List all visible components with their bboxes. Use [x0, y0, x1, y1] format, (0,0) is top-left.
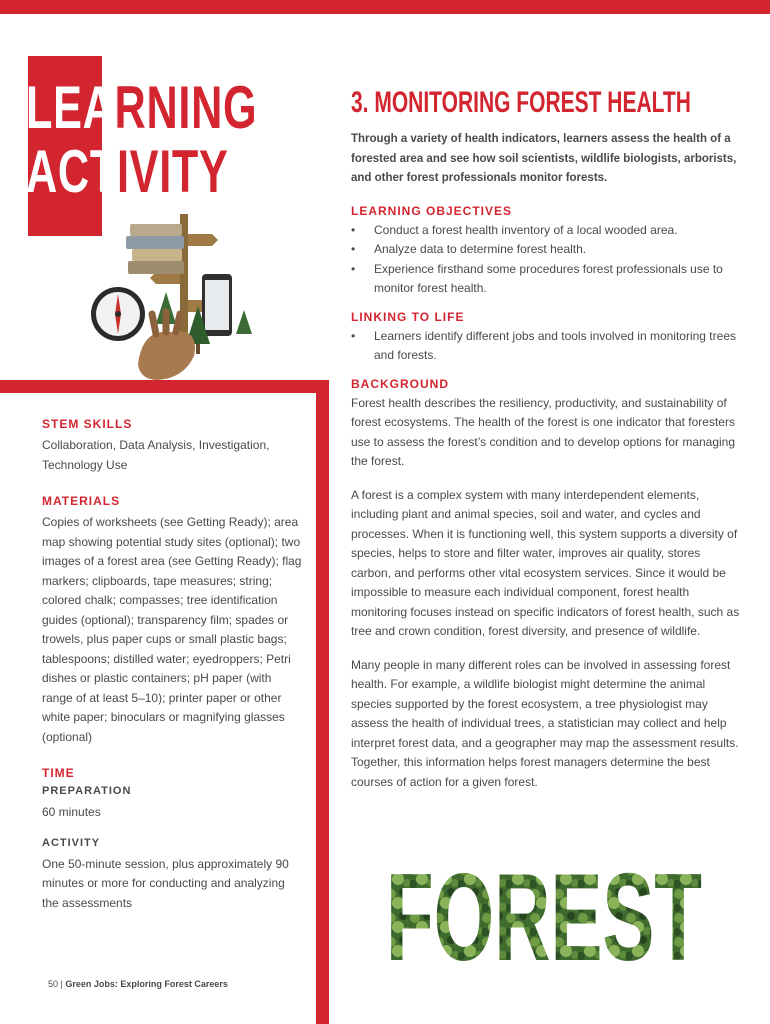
preparation-heading: PREPARATION: [42, 785, 132, 797]
activity-label-line1-rest: RNING: [114, 74, 258, 141]
tools-illustration: [86, 214, 336, 384]
activity-label-line2-lead: ACT: [26, 138, 117, 205]
background-paragraph: Many people in many different roles can be involved in assessing forest health. For example, a wildlife biologist might determine the animal species supported by the forest ecosystem, a tree physiologist may assess the health of individual trees, a statistician may collect and help interpret forest data, and a geographer may map the assessment results. Together, this information helps forest managers determine the best courses of action for a given forest.: [351, 657, 739, 789]
top-accent-bar: [0, 0, 770, 14]
stem-skills-text: Collaboration, Data Analysis, Investigation, Technology Use: [42, 438, 270, 472]
page-title: 3. MONITORING FOREST HEALTH: [351, 86, 691, 119]
sidebar-right-bar: [316, 380, 329, 1024]
forest-word-graphic: [386, 864, 702, 964]
page-number: 50: [48, 979, 59, 989]
stem-skills-section: [42, 416, 304, 475]
preparation-text: 60 minutes: [42, 805, 101, 819]
activity-label-line1-lead: LEA: [26, 74, 115, 141]
time-heading: TIME: [42, 766, 75, 780]
footer-separator: |: [60, 979, 63, 989]
activity-label-line2-rest: IVITY: [116, 138, 229, 205]
list-item: • Analyze data to determine forest health.: [351, 240, 743, 260]
materials-text: Copies of worksheets (see Getting Ready); area map showing potential study sites (optional); two images of a forest area (see Getting Ready); flag markers; clipboards, tape measures; string; colored chalk; compasses; tree identification guides (optional); transparency film; spades or trowels, plus paper cups or small plastic bags; tablespoons; distilled water; eyedroppers; Petri dishes or plastic containers; pH paper (with range of at least 5–10); printer paper or other white paper; binoculars or magnifying glasses (optional): [42, 515, 302, 744]
main-column: [351, 86, 743, 806]
objectives-list: [351, 221, 743, 299]
tablet-icon: [202, 274, 232, 336]
stem-skills-heading: STEM SKILLS: [42, 417, 133, 431]
activity-heading: ACTIVITY: [42, 836, 101, 849]
list-item: • Experience firsthand some procedures forest professionals use to monitor forest health.: [351, 260, 743, 299]
materials-heading: MATERIALS: [42, 494, 121, 508]
books-icon: [126, 224, 184, 274]
activity-label: [26, 76, 257, 204]
sidebar-top-bar: [0, 380, 329, 393]
background-paragraph: Forest health describes the resiliency, productivity, and sustainability of forest ecosystems. The health of the forest is one indicator that foresters use to assess the forest’s condition and to develop options for managing the forest.: [351, 395, 736, 468]
time-section: [42, 765, 304, 913]
compass-icon: [91, 287, 145, 341]
sidebar: [42, 416, 304, 923]
page-footer: [48, 979, 228, 989]
linking-list: [351, 327, 743, 366]
background-paragraph: A forest is a complex system with many interdependent elements, including plant and animal species, soil and water, and cycles and processes. When it is functioning well, this system supports a diversity of species, helps to store and filter water, improves air quality, stores carbon, and performs other vital ecosystem services. Since it would be impossible to measure each individual component, forest health monitoring focuses instead on specific indicators of forest health, such as tree and crown condition, forest diversity, and presence of wildlife.: [351, 487, 740, 638]
publication-title: Green Jobs: Exploring Forest Careers: [65, 979, 228, 989]
linking-heading: LINKING TO LIFE: [351, 309, 465, 324]
list-item: • Learners identify different jobs and tools involved in monitoring trees and forests.: [351, 327, 743, 366]
intro-text: Through a variety of health indicators, learners assess the health of a forested area and see how soil scientists, wildlife biologists, arborists, and other forest professionals monitor forests.: [351, 133, 737, 184]
materials-section: [42, 493, 304, 747]
list-item: • Conduct a forest health inventory of a local wooded area.: [351, 221, 743, 241]
objectives-heading: LEARNING OBJECTIVES: [351, 203, 513, 218]
activity-text: One 50-minute session, plus approximately 90 minutes or more for conducting and analyzing the assessments: [42, 856, 289, 910]
forest-word-text: FOREST: [386, 864, 702, 964]
background-heading: BACKGROUND: [351, 376, 449, 391]
